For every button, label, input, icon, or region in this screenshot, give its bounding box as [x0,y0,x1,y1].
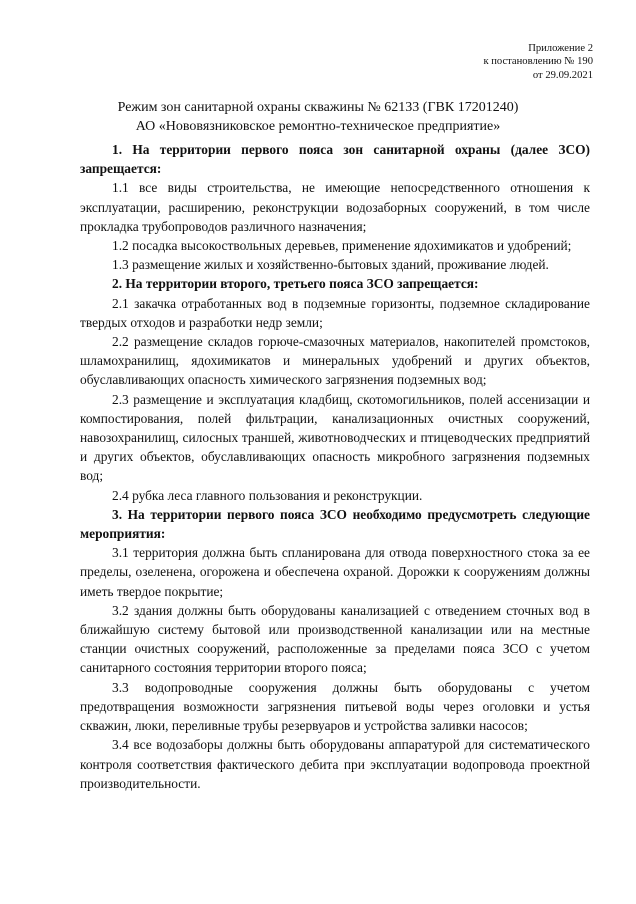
section-2-item: 2.1 закачка отработанных вод в подземные горизонты, подземное складирование твердых отходов и разработки недр земли; [80,295,590,330]
document-title [0,98,636,136]
section-3-item: 3.2 здания должны быть оборудованы канализацией с отведением сточных вод в ближайшую систему бытовой или производственной канализации или на местные станции очистных сооружений, расположенные за пределами пояса ЗСО с учетом санитарного состояния территории второго пояса; [80,602,590,676]
section-1-item: 1.3 размещение жилых и хозяйственно-бытовых зданий, проживание людей. [112,257,549,273]
section-2-item: 2.2 размещение складов горюче-смазочных материалов, накопителей промстоков, шламохранилищ, ядохимикатов и минеральных удобрений и других объектов, обуславливающих опасность химического загрязнения подземных вод; [80,334,590,388]
section-2-item: 2.4 рубка леса главного пользования и реконструкции. [112,487,423,503]
section-1-item: 1.1 все виды строительства, не имеющие непосредственного отношения к эксплуатации, расширению, реконструкции водозаборных сооружений, в том числе прокладка трубопроводов различного назначения; [80,180,590,234]
section-1-heading: 1. На территории первого пояса зон санитарной охраны (далее ЗСО) запрещается: [80,142,590,177]
resolution-reference: к постановлению № 190 [483,56,593,68]
appendix-reference [483,42,593,82]
title-line-1: Режим зон санитарной охраны скважины № 62133 (ГВК 17201240) [117,100,519,115]
section-2-heading: 2. На территории второго, третьего пояса ЗСО запрещается: [112,276,479,292]
resolution-date: от 29.09.2021 [532,69,593,81]
section-3-item: 3.3 водопроводные сооружения должны быть оборудованы с учетом предотвращения возможности загрязнения питьевой воды через оголовки и устья скважин, люки, переливные трубы резервуаров и устройства заливки насосов; [80,679,590,734]
section-2-item: 2.3 размещение и эксплуатация кладбищ, скотомогильников, полей ассенизации и компостирования, полей фильтрации, канализационных очистных сооружений, навозохранилищ, силосных траншей, животноводческих и птицеводческих предприятий и других объектов, обуславливающих опасность микробного загрязнения подземных вод; [80,391,590,484]
section-1-item: 1.2 посадка высокоствольных деревьев, применение ядохимикатов и удобрений; [112,238,572,254]
title-line-2: АО «Нововязниковское ремонтно-техническое предприятие» [135,119,501,134]
document-body [80,140,590,793]
section-3-item: 3.4 все водозаборы должны быть оборудованы аппаратурой для систематического контроля соответствия фактического дебита при эксплуатации водопровода проектной производительности. [80,737,590,791]
section-3-item: 3.1 территория должна быть спланирована для отвода поверхностного стока за ее пределы, озеленена, огорожена и обеспечена охраной. Дорожки к сооружениям должны иметь твердое покрытие; [80,545,590,599]
appendix-label: Приложение 2 [528,43,593,54]
section-3-heading: 3. На территории первого пояса ЗСО необходимо предусмотреть следующие мероприятия: [80,506,590,542]
